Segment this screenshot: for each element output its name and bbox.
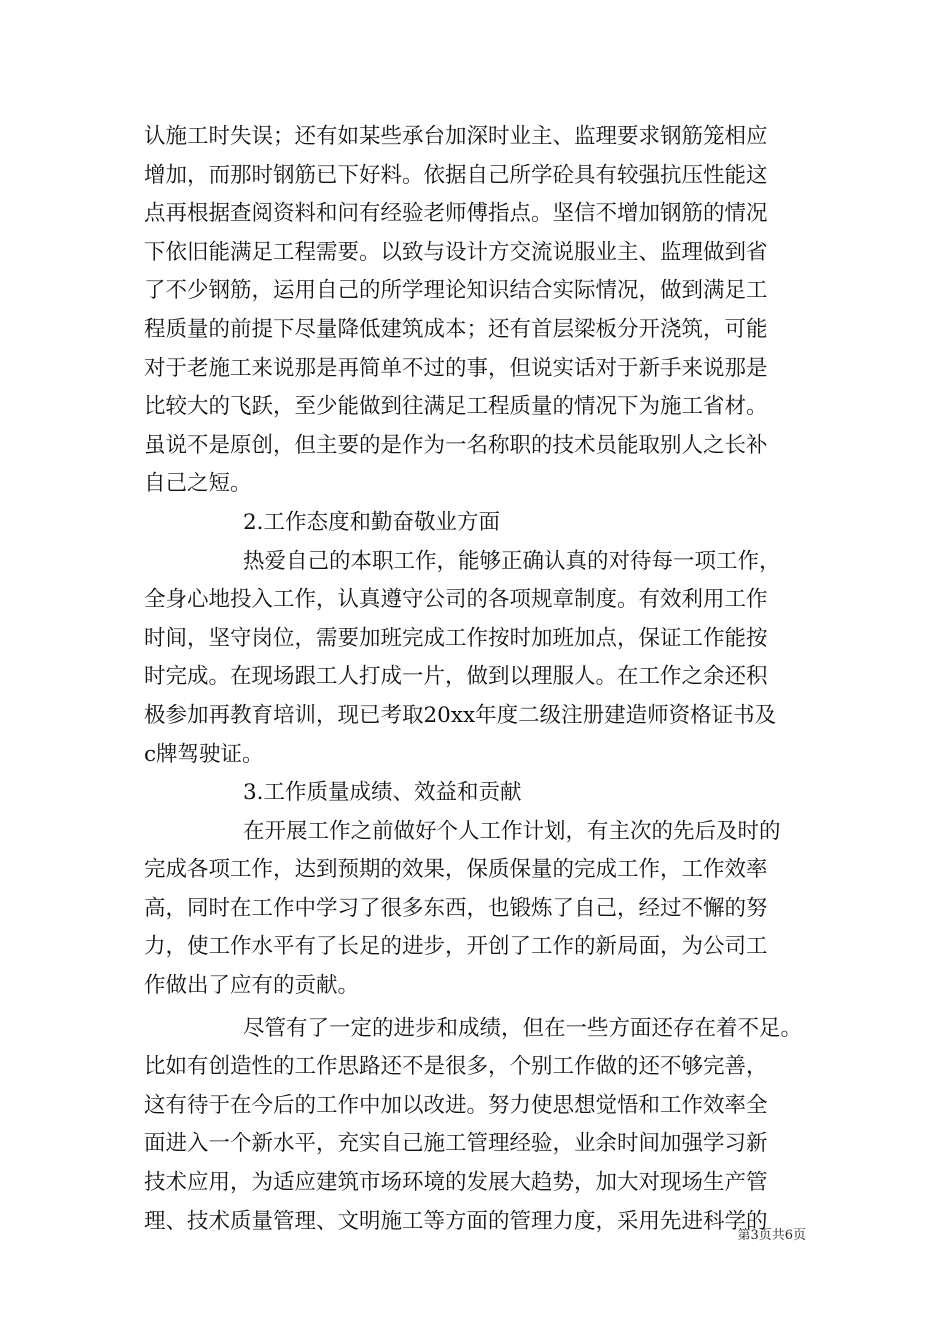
paragraph-shortcomings bbox=[144, 1010, 824, 1242]
paragraph-work-attitude bbox=[144, 543, 824, 775]
text-line: 高，同时在工作中学习了很多东西，也锻炼了自己，经过不懈的努 bbox=[144, 895, 768, 921]
text-line: 热爱自己的本职工作，能够正确认真的对待每一项工作， bbox=[243, 548, 781, 574]
heading-line: 3.工作质量成绩、效益和贡献 bbox=[243, 780, 522, 806]
text-line: 比如有创造性的工作思路还不是很多，个别工作做的还不够完善， bbox=[144, 1054, 768, 1080]
text-line: 下依旧能满足工程需要。以致与设计方交流说服业主、监理做到省 bbox=[144, 239, 768, 265]
text-line: 程质量的前提下尽量降低建筑成本；还有首层梁板分开浇筑，可能 bbox=[144, 316, 768, 342]
text-line: 了不少钢筋，运用自己的所学理论知识结合实际情况，做到满足工 bbox=[144, 278, 768, 304]
text-line: 力，使工作水平有了长足的进步，开创了工作的新局面，为公司工 bbox=[144, 934, 768, 960]
heading-line: 2.工作态度和勤奋敬业方面 bbox=[243, 509, 501, 535]
text-line: 尽管有了一定的进步和成绩，但在一些方面还存在着不足。 bbox=[243, 1015, 803, 1041]
text-line: 增加，而那时钢筋已下好料。依据自己所学砼具有较强抗压性能这 bbox=[144, 162, 768, 188]
section-heading-work-quality bbox=[144, 774, 824, 813]
text-line: 极参加再教育培训，现已考取20xx年度二级注册建造师资格证书及 bbox=[144, 702, 777, 728]
text-line: c牌驾驶证。 bbox=[144, 741, 264, 767]
text-line: 理、技术质量管理、文明施工等方面的管理力度，采用先进科学的 bbox=[144, 1208, 768, 1234]
paragraph-continued bbox=[144, 118, 824, 504]
text-line: 在开展工作之前做好个人工作计划，有主次的先后及时的 bbox=[243, 818, 781, 844]
text-line: 作做出了应有的贡献。 bbox=[144, 973, 360, 999]
section-heading-work-attitude bbox=[144, 504, 824, 543]
page-number-footer: 第3页共6页 bbox=[737, 1228, 806, 1243]
text-line: 面进入一个新水平，充实自己施工管理经验，业余时间加强学习新 bbox=[144, 1131, 768, 1157]
text-line: 时间，坚守岗位，需要加班完成工作按时加班加点，保证工作能按 bbox=[144, 625, 768, 651]
text-line: 认施工时失误；还有如某些承台加深时业主、监理要求钢筋笼相应 bbox=[144, 124, 768, 149]
text-line: 自己之短。 bbox=[144, 471, 252, 497]
document-body bbox=[144, 118, 824, 1241]
text-line: 点再根据查阅资料和问有经验老师傅指点。坚信不增加钢筋的情况 bbox=[144, 201, 768, 227]
text-line: 时完成。在现场跟工人打成一片，做到以理服人。在工作之余还积 bbox=[144, 664, 768, 690]
text-line: 全身心地投入工作，认真遵守公司的各项规章制度。有效利用工作 bbox=[144, 587, 768, 613]
paragraph-work-quality bbox=[144, 813, 824, 1006]
text-line: 技术应用，为适应建筑市场环境的发展大趋势，加大对现场生产管 bbox=[144, 1170, 768, 1196]
text-line: 这有待于在今后的工作中加以改进。努力使思想觉悟和工作效率全 bbox=[144, 1092, 768, 1118]
text-line: 比较大的飞跃，至少能做到往满足工程质量的情况下为施工省材。 bbox=[144, 394, 768, 420]
text-line: 完成各项工作，达到预期的效果，保质保量的完成工作，工作效率 bbox=[144, 857, 768, 883]
text-line: 对于老施工来说那是再简单不过的事，但说实话对于新手来说那是 bbox=[144, 355, 768, 381]
text-line: 虽说不是原创，但主要的是作为一名称职的技术员能取别人之长补 bbox=[144, 432, 768, 458]
